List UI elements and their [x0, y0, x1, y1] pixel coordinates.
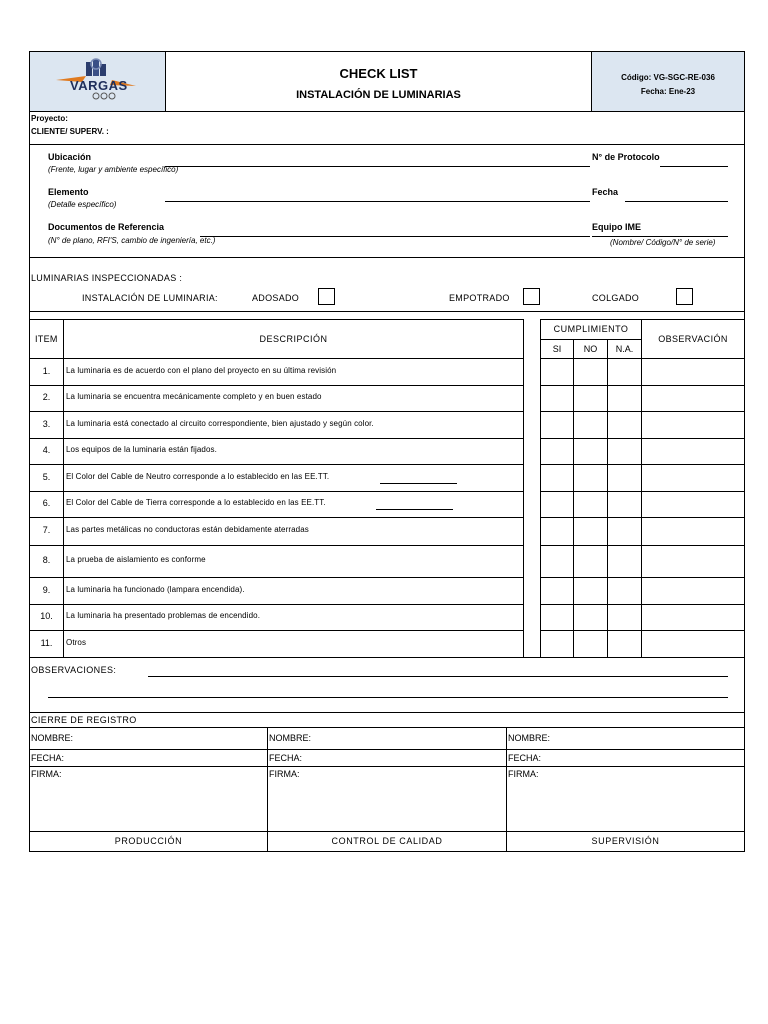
observaciones-label: OBSERVACIONES: [31, 665, 117, 675]
fecha-field[interactable] [625, 201, 728, 202]
row-si-cell[interactable] [541, 631, 573, 657]
row-si-cell[interactable] [541, 386, 573, 411]
elemento-field[interactable] [165, 201, 590, 202]
nombre-produccion[interactable]: NOMBRE: [31, 733, 74, 743]
ubicacion-field[interactable] [165, 166, 590, 167]
fecha-produccion[interactable]: FECHA: [31, 753, 65, 763]
protocolo-label: N° de Protocolo [592, 152, 660, 162]
ubicacion-label: Ubicación [48, 152, 92, 162]
row-observacion-cell[interactable] [642, 492, 744, 517]
row-observacion-cell[interactable] [642, 465, 744, 491]
row-si-cell[interactable] [541, 546, 573, 577]
col-observacion: OBSERVACIÓN [658, 334, 728, 344]
footer-supervision: SUPERVISIÓN [591, 836, 660, 846]
row-description: Otros [66, 638, 87, 647]
row-description: La prueba de aislamiento es conforme [66, 555, 206, 564]
row-na-cell[interactable] [608, 631, 641, 657]
row-observacion-cell[interactable] [642, 578, 744, 604]
adosado-label: ADOSADO [252, 293, 300, 303]
row-no-cell[interactable] [574, 605, 607, 630]
row-item-number: 6. [42, 498, 51, 508]
row-description: Los equipos de la luminaria están fijados. [66, 445, 217, 454]
row-item-number: 8. [42, 555, 51, 565]
row-item-number: 2. [42, 392, 51, 402]
row-description: La luminaria ha presentado problemas de encendido. [66, 611, 261, 620]
documentos-field[interactable] [200, 236, 590, 237]
row-observacion-cell[interactable] [642, 631, 744, 657]
firma-supervision[interactable]: FIRMA: [508, 769, 539, 779]
colgado-label: COLGADO [592, 293, 640, 303]
documentos-hint: (N° de plano, RFI'S, cambio de ingeniería, etc.) [48, 236, 216, 245]
row-si-cell[interactable] [541, 518, 573, 545]
row-item-number: 9. [42, 585, 51, 595]
fecha-supervision[interactable]: FECHA: [508, 753, 542, 763]
empotrado-label: EMPOTRADO [449, 293, 510, 303]
row-fill-in-line[interactable] [376, 509, 453, 510]
instalacion-label: INSTALACIÓN DE LUMINARIA: [82, 293, 218, 303]
equipo-field[interactable] [592, 236, 728, 237]
page-title: CHECK LIST [339, 66, 418, 81]
row-description: La luminaria está conectado al circuito correspondiente, bien ajustado y según color. [66, 419, 374, 428]
row-description: El Color del Cable de Tierra corresponde a lo establecido en las EE.TT. [66, 498, 326, 507]
row-no-cell[interactable] [574, 412, 607, 438]
row-si-cell[interactable] [541, 605, 573, 630]
nombre-supervision[interactable]: NOMBRE: [508, 733, 551, 743]
row-na-cell[interactable] [608, 546, 641, 577]
row-description: Las partes metálicas no conductoras están debidamente aterradas [66, 525, 309, 534]
row-na-cell[interactable] [608, 439, 641, 464]
firma-control[interactable]: FIRMA: [269, 769, 300, 779]
cliente-label: CLIENTE/ SUPERV. : [31, 127, 109, 136]
row-observacion-cell[interactable] [642, 518, 744, 545]
page-subtitle: INSTALACIÓN DE LUMINARIAS [296, 89, 461, 101]
fecha-label: Fecha [592, 187, 619, 197]
equipo-label: Equipo IME [592, 222, 641, 232]
row-item-number: 7. [42, 525, 51, 535]
col-no: NO [583, 344, 598, 354]
row-si-cell[interactable] [541, 465, 573, 491]
row-item-number: 4. [42, 445, 51, 455]
row-no-cell[interactable] [574, 631, 607, 657]
row-item-number: 3. [42, 419, 51, 429]
footer-control: CONTROL DE CALIDAD [331, 836, 443, 846]
document-code: Código: VG-SGC-RE-036 [621, 73, 715, 82]
col-item: ITEM [35, 334, 58, 344]
row-item-number: 5. [42, 472, 51, 482]
row-no-cell[interactable] [574, 386, 607, 411]
empotrado-checkbox[interactable] [523, 288, 540, 305]
row-item-number: 11. [40, 638, 53, 648]
logo-text: VARGAS [70, 78, 128, 93]
row-si-cell[interactable] [541, 359, 573, 385]
cierre-title: CIERRE DE REGISTRO [31, 715, 137, 725]
row-si-cell[interactable] [541, 578, 573, 604]
fecha-control[interactable]: FECHA: [269, 753, 303, 763]
adosado-checkbox[interactable] [318, 288, 335, 305]
luminarias-title: LUMINARIAS INSPECCIONADAS : [31, 273, 183, 283]
footer-produccion: PRODUCCIÓN [114, 836, 183, 846]
row-si-cell[interactable] [541, 492, 573, 517]
row-no-cell[interactable] [574, 518, 607, 545]
row-description: La luminaria se encuentra mecánicamente completo y en buen estado [66, 392, 322, 401]
col-cumplimiento: CUMPLIMIENTO [553, 324, 629, 334]
elemento-hint: (Detalle específico) [48, 200, 117, 209]
row-no-cell[interactable] [574, 578, 607, 604]
observaciones-line-1[interactable] [148, 676, 728, 677]
row-observacion-cell[interactable] [642, 412, 744, 438]
row-item-number: 1. [42, 366, 51, 376]
col-descripcion: DESCRIPCIÓN [259, 334, 328, 344]
row-na-cell[interactable] [608, 465, 641, 491]
document-date: Fecha: Ene-23 [640, 87, 696, 96]
row-na-cell[interactable] [608, 359, 641, 385]
elemento-label: Elemento [48, 187, 89, 197]
col-na: N.A. [615, 344, 634, 354]
equipo-hint: (Nombre/ Código/N° de serie) [610, 238, 716, 247]
row-observacion-cell[interactable] [642, 439, 744, 464]
row-na-cell[interactable] [608, 412, 641, 438]
row-observacion-cell[interactable] [642, 546, 744, 577]
row-description: La luminaria ha funcionado (lampara encendida). [66, 585, 245, 594]
protocolo-field[interactable] [660, 166, 728, 167]
col-si: SI [552, 344, 562, 354]
ubicacion-hint: (Frente, lugar y ambiente específico) [48, 165, 179, 174]
proyecto-label: Proyecto: [31, 114, 68, 123]
observaciones-line-2[interactable] [48, 697, 728, 698]
row-observacion-cell[interactable] [642, 605, 744, 630]
row-observacion-cell[interactable] [642, 386, 744, 411]
firma-produccion[interactable]: FIRMA: [31, 769, 62, 779]
row-description: La luminaria es de acuerdo con el plano del proyecto en su última revisión [66, 366, 337, 375]
row-no-cell[interactable] [574, 492, 607, 517]
row-no-cell[interactable] [574, 465, 607, 491]
row-no-cell[interactable] [574, 439, 607, 464]
row-si-cell[interactable] [541, 412, 573, 438]
row-description: El Color del Cable de Neutro corresponde a lo establecido en las EE.TT. [66, 472, 330, 481]
row-no-cell[interactable] [574, 546, 607, 577]
row-na-cell[interactable] [608, 492, 641, 517]
row-na-cell[interactable] [608, 386, 641, 411]
row-na-cell[interactable] [608, 518, 641, 545]
documentos-label: Documentos de Referencia [48, 222, 165, 232]
row-fill-in-line[interactable] [380, 483, 457, 484]
row-si-cell[interactable] [541, 439, 573, 464]
row-na-cell[interactable] [608, 578, 641, 604]
row-item-number: 10. [40, 611, 53, 621]
row-na-cell[interactable] [608, 605, 641, 630]
row-no-cell[interactable] [574, 359, 607, 385]
row-observacion-cell[interactable] [642, 359, 744, 385]
nombre-control[interactable]: NOMBRE: [269, 733, 312, 743]
colgado-checkbox[interactable] [676, 288, 693, 305]
